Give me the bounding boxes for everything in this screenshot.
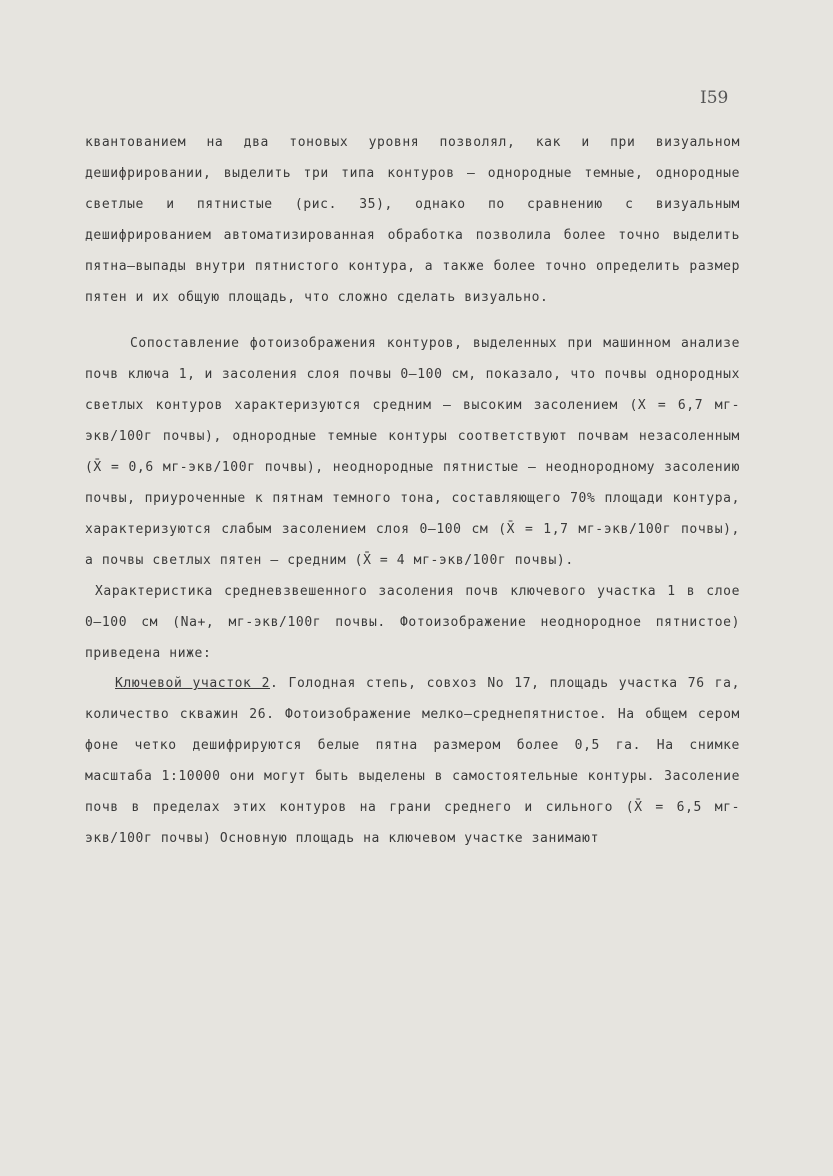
paragraph-4 [85, 669, 740, 854]
paragraph-4-text: . Голодная степь, совхоз No 17, площадь участка 76 га, количество скважин 26. Фотоизображение мелко–среднепятнистое. На общем сером фоне четко дешифрируются белые пятна размером более 0,5 га. На снимке масштаба 1:10000 они могут быть выделены в самостоятельные контуры. Засоление почв в пределах этих контуров на грани среднего и сильного (X̄ = 6,5 мг-экв/100г почвы) Основную площадь на ключевом участке занимают [85, 676, 740, 846]
paragraph-3: Характеристика средневзвешенного засоления почв ключевого участка 1 в слое 0–100 см (Na+, мг-экв/100г почвы. Фотоизображение неоднородное пятнистое) приведена ниже: [85, 583, 740, 661]
paragraph-1: квантованием на два тоновых уровня позволял, как и при визуальном дешифрировании, выделить три типа контуров – однородные темные, однородные светлые и пятнистые (рис. 35), однако по сравнению с визуальным дешифрированием автоматизированная обработка позволила более точно выделить пятна–выпады внутри пятнистого контура, а также более точно определить размер пятен и их общую площадь, что сложно сделать визуально. [85, 135, 740, 305]
paragraph-2: Сопоставление фотоизображения контуров, выделенных при машинном анализе почв ключа 1, и засоления слоя почвы 0–100 см, показало, что почвы однородных светлых контуров характеризуются средним – высоким засолением (X = 6,7 мг-экв/100г почвы), однородные темные контуры соответствуют почвам незасоленным (X̄ = 0,6 мг-экв/100г почвы), неоднородные пятнистые – неоднородному засолению почвы, приуроченные к пятнам темного тона, составляющего 70% площади контура, характеризуются слабым засолением слоя 0–100 см (X̄ = 1,7 мг-экв/100г почвы), а почвы светлых пятен – средним (X̄ = 4 мг-экв/100г почвы). [85, 336, 740, 568]
page-number: I59 [700, 88, 729, 108]
key-site-heading: Ключевой участок 2 [115, 676, 271, 692]
body-text [85, 128, 740, 855]
